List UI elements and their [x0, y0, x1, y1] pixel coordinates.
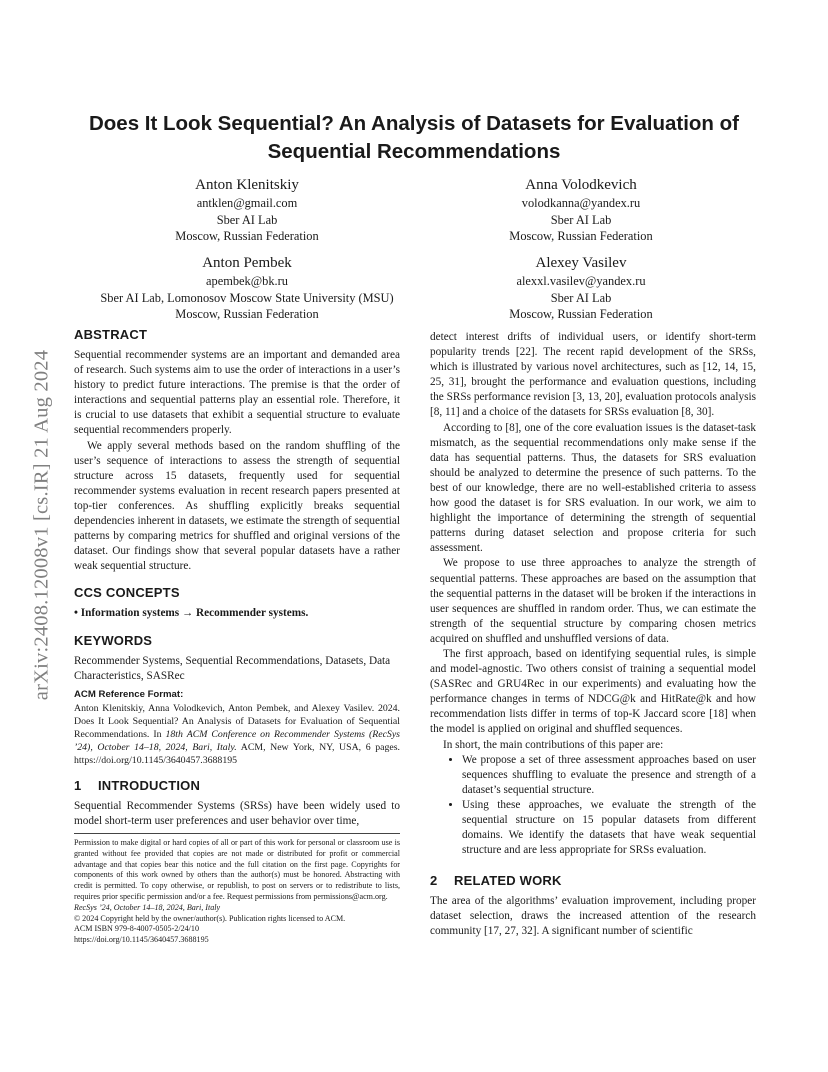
copyright: © 2024 Copyright held by the owner/author(s). Publication rights licensed to ACM.	[74, 913, 346, 923]
author-block	[446, 175, 716, 245]
author-block	[446, 253, 716, 323]
contributions-list	[430, 753, 756, 859]
author-name: Anton Klenitskiy	[195, 177, 299, 193]
abstract-paragraph: Sequential recommender systems are an important and demanded area of research. Such systems aim to use the order of interactions in a user’s history to predict future interactions. The premise is that the order of interactions and sequential patterns play an essential role. Therefore, it is crucial to use datasets that exhibit a sequential structure to evaluate sequential recommenders properly.	[74, 349, 400, 437]
author-affiliation: Sber AI Lab	[550, 212, 612, 227]
keywords-heading: KEYWORDS	[74, 632, 153, 648]
author-location: Moscow, Russian Federation	[175, 229, 319, 243]
author-block	[112, 175, 382, 245]
abstract-paragraph: We apply several methods based on the random shuffling of the user’s sequence of interactions to assess the strength of sequential structure across 15 datasets, frequently used for sequential recommender systems evaluation in recent research papers presented at top-tier conferences. As shuffling explicitly breaks sequential dependencies inherent in datasets, we estimate the strength of sequential patterns by comparing metrics for shuffled and original versions of the dataset. Our findings show that several popular datasets have a rather weak sequential structure.	[74, 439, 400, 573]
intro-paragraph: In short, the main contributions of this paper are:	[443, 738, 664, 751]
left-column	[74, 326, 400, 829]
paper-title: Does It Look Sequential? An Analysis of Datasets for Evaluation of Sequential Recommendations	[88, 112, 740, 163]
author-name: Anton Pembek	[202, 255, 292, 271]
author-affiliation: Sber AI Lab	[216, 212, 278, 227]
right-column	[430, 330, 756, 940]
footnote	[74, 833, 400, 946]
author-location: Moscow, Russian Federation	[509, 307, 653, 321]
author-email: antklen@gmail.com	[196, 196, 298, 210]
footnote-rule	[74, 833, 400, 834]
intro-paragraph: According to [8], one of the core evaluation issues is the dataset-task mismatch, as the sequential recommendations only make sense if the data has sequential patterns. Thus, the datasets for SRS evaluation should be analyzed to determine the presence of such patterns. To the best of our knowledge, there are no well-established criteria to assess how good the dataset is for SRS evaluation. In our work, we aim to highlight the importance of determining the strength of sequential patterns during dataset selection and propose criteria for such assessment.	[430, 421, 756, 555]
author-location: Moscow, Russian Federation	[175, 307, 319, 321]
list-item: • We propose a set of three assessment approaches based on user sequences shuffling to evaluate the presence and strength of a dataset’s sequential structure.	[462, 753, 756, 798]
related-work-paragraph: The area of the algorithms’ evaluation improvement, including proper dataset selection, draws the increased attention of the research community [17, 27, 32]. A significant number of scientific	[430, 895, 756, 938]
intro-heading: 1 INTRODUCTION	[74, 777, 201, 793]
keywords-text: Recommender Systems, Sequential Recommendations, Datasets, Data Characteristics, SASRec	[74, 654, 391, 682]
author-affiliation: Sber AI Lab	[550, 290, 612, 305]
intro-paragraph: We propose to use three approaches to analyze the strength of sequential patterns. These approaches are based on the assumption that the sequential patterns in the dataset will be broken if the interactions in user sequences are shuffled in random order. Thus, we can estimate the strength of the sequential structure by comparing chosen metrics acquired on shuffled and unshuffled versions of data.	[430, 557, 756, 645]
acm-reference-label: ACM Reference Format:	[74, 688, 184, 700]
permission-notice: Permission to make digital or hard copies of all or part of this work for personal or classroom use is granted without fee provided that copies are not made or distributed for profit or commercial advantage and that copies bear this notice and the full citation on the first page. Copyrights for components of this work owned by others than the author(s) must be honored. Abstracting with credit is permitted. To copy otherwise, or republish, to post on servers or to redistribute to lists, requires prior specific permission and/or a fee. Request permissions from permissions@acm.org.	[74, 838, 400, 901]
author-location: Moscow, Russian Federation	[509, 229, 653, 243]
author-email: volodkanna@yandex.ru	[521, 196, 641, 210]
author-name: Anna Volodkevich	[525, 177, 637, 193]
intro-paragraph: Sequential Recommender Systems (SRSs) have been widely used to model short-term user preferences and user behavior over time,	[74, 799, 400, 827]
author-email: apembek@bk.ru	[206, 274, 288, 288]
intro-paragraph: The first approach, based on identifying sequential rules, is simple and model-agnostic. Two others consist of training a sequential model (SASRec and GRU4Rec in our experiments) and evaluating how the performance changes in terms of NDCG@k and HitRate@k and how recommendation lists differ in terms of top-K Jaccard score [18] when the model is applied on original and shuffled sequences.	[430, 647, 756, 736]
author-affiliation: Sber AI Lab, Lomonosov Moscow State University (MSU)	[100, 290, 394, 305]
related-work-heading: 2 RELATED WORK	[430, 873, 562, 889]
acm-reference-text: Anton Klenitskiy, Anna Volodkevich, Anton Pembek, and Alexey Vasilev. 2024. Does It Look Sequential? An Analysis of Datasets for Evaluation of Sequential Recommendations. In 18th ACM Conference on Recommender Systems (RecSys ’24), October 14–18, 2024, Bari, Italy. ACM, New York, NY, USA, 6 pages. https://doi.org/10.1145/3640457.3688195	[74, 702, 400, 766]
isbn: ACM ISBN 979-8-4007-0505-2/24/10	[74, 924, 200, 934]
list-item: • Using these approaches, we evaluate the strength of the sequential structure on 15 popular datasets from different domains. We identify the datasets that have weak sequential structure and are less appropriate for SRSs evaluation.	[462, 798, 756, 858]
doi: https://doi.org/10.1145/3640457.3688195	[74, 935, 209, 945]
author-block	[62, 253, 432, 323]
ccs-text: • Information systems → Recommender systems.	[74, 607, 309, 620]
author-email: alexxl.vasilev@yandex.ru	[516, 274, 646, 288]
abstract-heading: ABSTRACT	[74, 327, 148, 342]
venue: RecSys ’24, October 14–18, 2024, Bari, Italy	[74, 902, 221, 912]
arxiv-stamp: arXiv:2408.12008v1 [cs.IR] 21 Aug 2024	[30, 349, 53, 701]
intro-paragraph: detect interest drifts of individual users, or identify short-term popularity trends [22]. The recent rapid development of the SRSs, which is illustrated by various novel architectures, such as [12, 14, 15, 25, 31], brought the performance and evaluation questions, including the SRSs performance revision [3, 13, 20], evaluation protocols analysis [8, 11] and a choice of the datasets for SRSs evaluation [8, 30].	[430, 331, 756, 419]
ccs-heading: CCS CONCEPTS	[74, 585, 180, 601]
author-name: Alexey Vasilev	[535, 255, 627, 271]
